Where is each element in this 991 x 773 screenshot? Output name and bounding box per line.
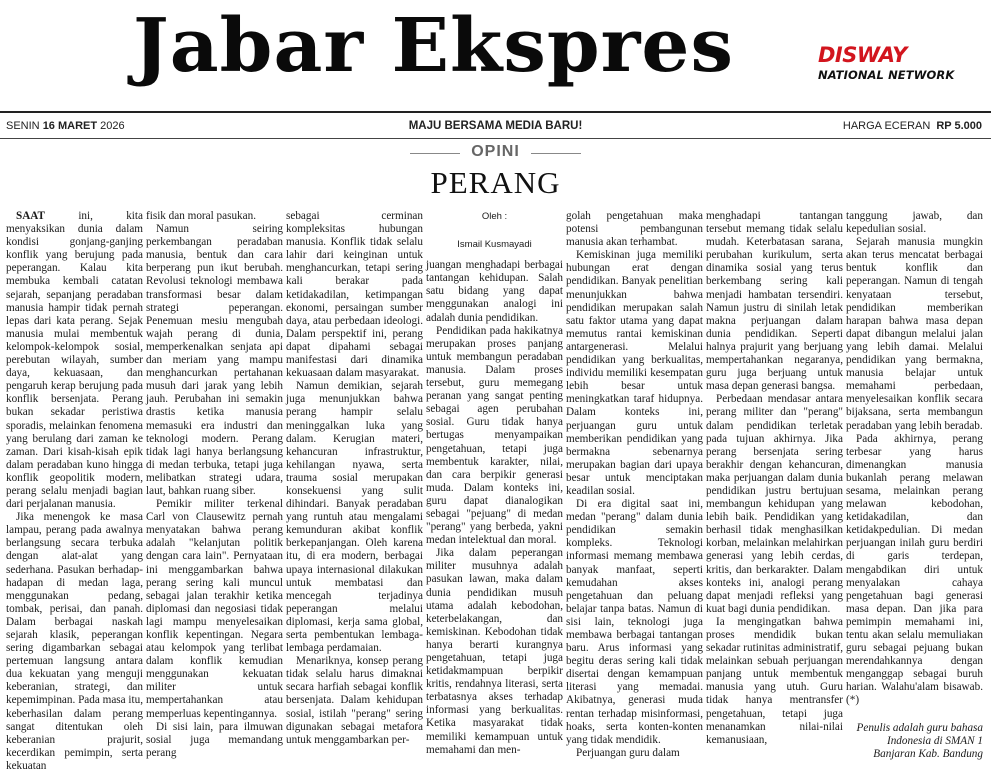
paragraph: Perjuangan guru dalam [576,746,680,759]
paragraph: Perbedaan mendasar antara perang militer dan "perang" dalam pendidikan terletak pada tujuan akhirnya. Jika perang bersenjata sering berakhir dengan kehancuran, maka perjuangan dalam dunia pendidikan justru bertujuan membangun kehidupan yang lebih baik. Pendidikan yang berhasil tidak menghasilkan korban, melainkan melahirkan generasi yang lebih cerdas, kritis, dan berkarakter. Dalam konteks ini, analogi perang dapat menjadi refleksi yang kuat bagi dunia pendidikan. [706,393,843,615]
paragraph: Pada akhirnya, perang terbesar yang harus dimenangkan manusia bukanlah perang melawan sesama, melainkan perang melawan kebodohan, ketidakadilan, dan ketidakpedulian. Di medan perjuangan inilah guru berdiri di garis terdepan, mengabdikan diri untuk menyalakan cahaya pengetahuan bagi generasi masa depan. Dan jika para pemimpin memahami ini, tentu akan selalu memuliakan guru sebagai pejuang bukan merendahkannya dengan menganggap sebagai buruh harian. Walahu'alam bisawab. (*) [846,432,983,707]
masthead [0,0,991,112]
paragraph: ini, kita menyaksikan dunia dalam kondisi gonjang-ganjing konflik yang berujung pada peperangan. Kalau kita membuka kembali catatan sejarah, sepanjang peradaban manusia hampir tidak pernah lepas dari kata perang. Sejak manusia mulai membentuk kelompok-kelompok sosial, perebutan wilayah, sumber daya, kekuasaan, dan pengaruh kerap berujung pada konflik bersenjata. Perang bukan sekadar peristiwa sporadis, melainkan fenomena yang berulang dari zaman ke zaman. Dari kisah-kisah epik dalam peradaban kuno hingga konflik geopolitik modern, perang selalu menjadi bagian dari perjalanan manusia. [6,210,143,511]
date-label: 16 MARET [42,120,98,132]
column-2 [146,210,283,759]
network-label: NATIONAL NETWORK [818,68,955,82]
paragraph: golah pengetahuan maka potensi pembangunan manusia akan terhambat. [566,210,703,249]
column-5 [566,210,703,759]
column-1 [6,210,144,772]
section-line-right [531,153,581,154]
article-title: PERANG [430,165,561,200]
paragraph: menghadapi tantangan tersebut memang tidak selalu mudah. Keterbatasan sarana, perubahan kurikulum, serta dinamika sosial yang terus berkembang sering kali menjadi hambatan tersendiri. Namun justru di sinilah letak makna perjuangan dalam dunia pendidikan. Seperti halnya prajurit yang berjuang mempertahankan negaranya, guru juga berjuang untuk masa depan generasi bangsa. [706,210,843,393]
price-value: RP 5.000 [936,120,982,132]
paragraph: Namun demikian, sejarah juga menunjukkan bahwa perang hampir selalu meninggalkan luka yang dalam. Kerugian materi, kehancuran infrastruktur, kehilangan nyawa, serta trauma sosial merupakan konsekuensi yang sulit dihindari. Banyak peradaban yang runtuh atau mengalami kemunduran akibat konflik berkepanjangan. Oleh karena itu, di era modern, berbagai upaya internasional dilakukan untuk membatasi dan mencegah terjadinya peperangan melalui diplomasi, kerja sama global, serta pembentukan lembaga-lembaga perdamaian. [286,380,423,655]
paragraph: Pemikir militer terkenal Carl von Clausewitz pernah menyatakan bahwa perang adalah "kelanjutan politik dengan cara lain". Pernyataan ini menggambarkan bahwa perang sering kali muncul sebagai jalan terakhir ketika diplomasi dan negosiasi tidak lagi mampu menyelesaikan konflik kepentingan. Negara atau kelompok yang terlibat dalam konflik kemudian menggunakan kekuatan militer untuk mempertahankan atau memperluas kepentingannya. [146,498,283,720]
paragraph: sebagai cerminan kompleksitas hubungan manusia. Konflik tidak selalu lahir dari keinginan untuk menghancurkan, tetapi sering kali berakar pada ketidakadilan, ketimpangan ekonomi, persaingan sumber daya, atau perbedaan ideologi. Dalam perspektif ini, perang dapat dipahami sebagai manifestasi dari dinamika kekuasaan dalam masyarakat. [286,210,423,380]
paragraph: Jika menengok ke masa lampau, perang pada awalnya berlangsung secara terbuka dengan alat-alat yang sederhana. Pasukan berhadap-hadapan di medan laga, menggunakan pedang, tombak, perisai, dan panah. Dalam berbagai naskah sejarah klasik, peperangan sering digambarkan sebagai pertemuan langsung antara dua kekuatan yang menguji keberanian, strategi, dan kepemimpinan. Pada masa itu, keberhasilan dalam perang sangat ditentukan oleh keberanian prajurit, kecerdikan pemimpin, serta kekuatan [6,511,144,772]
author-note: Penulis adalah guru bahasa Indonesia di SMAN 1 Banjaran Kab. Bandung [856,721,983,760]
column-4 [426,210,563,756]
tagline: MAJU BERSAMA MEDIA BARU! [408,120,583,132]
paragraph: Menariknya, konsep perang tidak selalu harus dimaknai secara harfiah sebagai konflik bersenjata. Dalam kehidupan sosial, istilah "perang" sering digunakan sebagai metafora untuk menggambarkan per- [286,655,423,746]
paragraph: juangan menghadapi berbagai tantangan kehidupan. Salah satu bidang yang dapat menggunakan analogi ini adalah dunia pendidikan. [426,259,563,324]
info-divider [0,138,991,139]
paragraph: Jika dalam peperangan militer musuhnya adalah pasukan lawan, maka dalam dunia pendidikan musuh utama adalah kebodohan, keterbelakangan, dan kemiskinan. Kebodohan tidak hanya berarti kurangnya pengetahuan, tetapi juga ketidakmampuan berpikir kritis, rendahnya literasi, serta terbatasnya akses terhadap informasi yang berkualitas. Ketika masyarakat tidak memiliki kemampuan untuk memahami dan men- [426,547,563,756]
paragraph: tanggung jawab, dan kepedulian sosial. [846,210,983,236]
lead-word: SAAT [16,210,46,222]
top-divider [0,111,991,113]
paragraph: fisik dan moral pasukan. [146,210,256,222]
paragraph: Kemiskinan juga memiliki hubungan erat dengan pendidikan. Banyak penelitian menunjukkan bahwa pendidikan merupakan salah satu faktor utama yang dapat memutus rantai kemiskinan antargenerasi. Melalui pendidikan yang berkualitas, individu memiliki kesempatan lebih besar untuk meningkatkan taraf hidupnya. Dalam konteks ini, perjuangan guru untuk memberikan pendidikan yang bermakna sebenarnya merupakan bagian dari upaya besar untuk menciptakan keadilan sosial. [566,249,703,497]
column-7 [846,210,983,760]
paragraph: Di era digital saat ini, medan "perang" dalam dunia pendidikan semakin kompleks. Teknologi informasi memang membawa banyak manfaat, seperti kemudahan akses pengetahuan dan peluang belajar tanpa batas. Namun di sisi lain, teknologi juga membawa berbagai tantangan baru. Arus informasi yang begitu deras sering kali tidak disertai dengan kemampuan literasi yang memadai. Akibatnya, generasi muda rentan terhadap misinformasi, hoaks, serta konten-konten yang tidak mendidik. [566,498,703,746]
price-label: HARGA ECERAN [842,120,931,132]
newspaper-logo[interactable]: Jabar Ekspres [133,3,735,89]
column-6 [706,210,843,746]
section-label: OPINI [471,143,520,160]
article-body [6,210,984,772]
column-3 [286,210,423,746]
byline-oleh: Oleh : [481,211,508,222]
paragraph: Di sisi lain, para ilmuwan sosial juga memandang perang [146,720,283,759]
paragraph: Ia mengingatkan bahwa proses mendidik bukan sekadar rutinitas administratif, melainkan sebuah perjuangan panjang untuk membentuk manusia yang utuh. Guru tidak hanya mentransfer pengetahuan, tetapi juga menanamkan nilai-nilai kemanusiaan, [706,615,843,746]
price-info [843,120,982,132]
paragraph: Sejarah manusia mungkin akan terus mencatat berbagai bentuk konflik dan peperangan. Namun di tengah kenyataan tersebut, pendidikan memberikan harapan bahwa masa depan dapat dibangun melalui jalan yang lebih damai. Melalui pendidikan yang bermakna, manusia belajar untuk memahami perbedaan, menyelesaikan konflik secara bijaksana, serta membangun peradaban yang lebih beradab. [846,236,983,432]
disway-logo[interactable]: DISWAY [818,43,907,67]
year-label: 2026 [100,120,125,132]
paragraph: Pendidikan pada hakikatnya merupakan proses panjang untuk membangun peradaban manusia. Dalam proses tersebut, guru memegang peranan yang sangat penting sebagai agen perubahan sosial. Guru tidak hanya bertugas menyampaikan pengetahuan, tetapi juga membentuk karakter, nilai, dan cara berpikir generasi muda. Dalam konteks ini, guru dapat dianalogikan sebagai "pejuang" di medan "perang" yang berbeda, yakni medan intelektual dan moral. [426,324,563,547]
paragraph: Namun seiring perkembangan peradaban manusia, bentuk dan cara berperang pun ikut berubah. Revolusi teknologi membawa transformasi besar dalam strategi peperangan. Penemuan mesiu mengubah wajah perang di dunia, memperkenalkan senjata api dan meriam yang mampu menghancurkan pertahanan musuh dari jarak yang lebih jauh. Perubahan ini semakin drastis ketika manusia memasuki era industri dan teknologi modern. Perang tidak lagi hanya berlangsung di medan terbuka, tetapi juga melibatkan strategi udara, laut, bahkan ruang siber. [146,223,283,497]
author-name[interactable]: Ismail Kusmayadi [457,239,532,251]
day-label: SENIN [6,120,40,132]
